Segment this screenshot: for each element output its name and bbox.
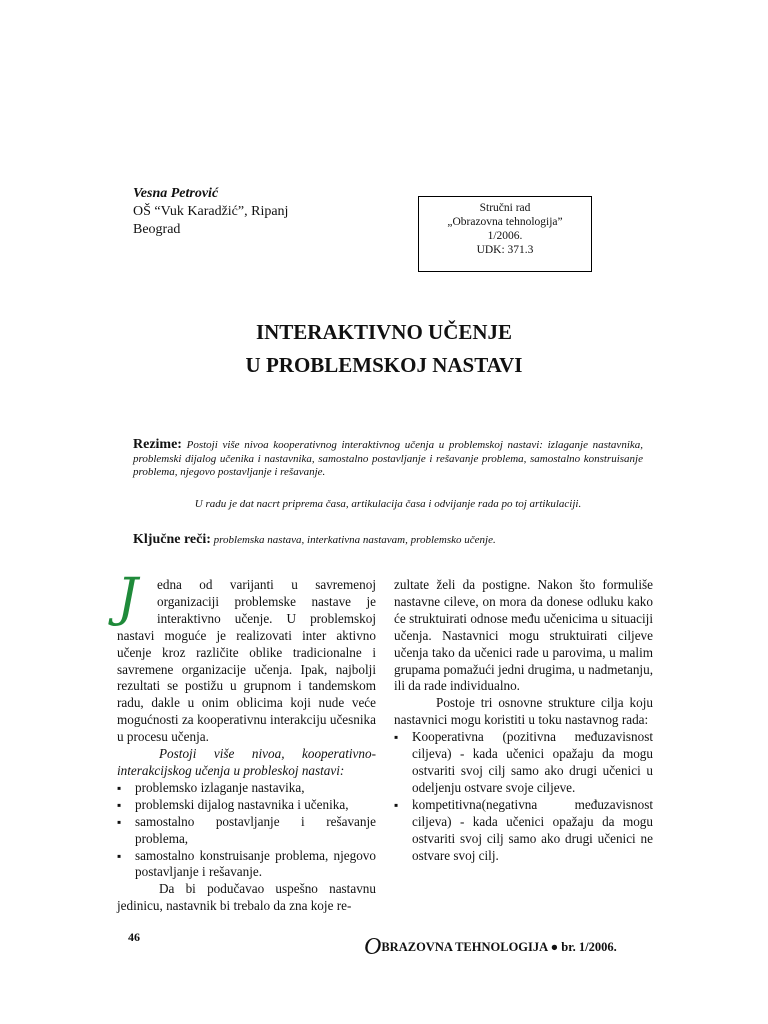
article-title <box>0 316 768 382</box>
paragraph: edna od varijanti u savremenoj organizaciji problemske nastave je interaktivno učenje. U problemskoj nastavi moguće je realizovati inter aktivno učenje kroz različite oblike tradicionalne i savremene organizacije učenja. Ipak, najbolji rezultati se postižu u grupnom i tandemskom radu, dakle u onim oblicima koji nude veće mogućnosti za kooperativnu interakciju učesnika u procesu učenja. <box>117 577 376 745</box>
abstract-note: U radu je dat nacrt priprema časa, artikulacija časa i odvijanje rada po toj artikulaciji. <box>194 498 582 510</box>
journal-title: BRAZOVNA TEHNOLOGIJA <box>381 940 548 954</box>
paragraph: zultate želi da postigne. Nakon što formuliše nastavne cileve, on mora da donese odluku kako će struktuirati odnose među učenicima u situaciji učenja. Nastavnici mogu struktuirati ciljeve učenja tako da učenici rade u parovima, u malim grupama pomažući jedni drugima, u nadmetanju, ili da rade individualno. <box>394 577 653 694</box>
author-city: Beograd <box>133 222 181 237</box>
structures-list <box>394 729 653 864</box>
drop-cap: J <box>117 568 138 628</box>
udk-code: UDK: 371.3 <box>476 244 534 256</box>
journal-initial: O <box>364 934 382 960</box>
keywords-text: problemska nastava, interkativna nastavam, problemsko učenje. <box>213 534 496 546</box>
title-line-2: U PROBLEMSKOJ NASTAVI <box>245 353 523 377</box>
paragraph: Postoji više nivoa, kooperativno-interakcijskog učenja u probleskoj nastavi: <box>117 746 376 778</box>
author-name: Vesna Petrović <box>133 186 219 201</box>
body-column-left <box>117 568 376 915</box>
list-item: ▪ samostalno konstruisanje problema, njegovo postavljanje i rešavanje. <box>117 848 376 882</box>
author-school: OŠ “Vuk Karadžić”, Ripanj <box>133 204 289 219</box>
article-info-box <box>418 196 592 272</box>
title-line-1: INTERAKTIVNO UČENJE <box>255 320 513 344</box>
paragraph: Postoje tri osnovne strukture cilja koju nastavnici mogu koristiti u toku nastavnog rada: <box>394 695 653 728</box>
journal-footer <box>364 934 617 961</box>
keywords-label: Ključne reči: <box>133 532 211 547</box>
body-column-right <box>394 577 653 864</box>
article-type: Stručni rad <box>479 202 531 214</box>
author-block <box>133 185 288 239</box>
abstract-text: Postoji više nivoa kooperativnog interaktivnog učenja u problemskoj nastavi: izlaganje nastavnika, problemski dijalog učenika i nastavnika, samostalno postavljanje i rešavanje problema, samostalno konstruisanje problema, njegovo postavljanje i rešavanje. <box>133 439 644 478</box>
journal-issue: 1/2006. <box>487 230 523 242</box>
abstract-label: Rezime: <box>133 437 182 452</box>
list-item: ▪ Kooperativna (pozitivna međuzavisnost ciljeva) - kada učenici opažaju da mogu ostvariti svoj cilj samo ako drugi učenici u odeljenju ostvare svoje ciljeve. <box>394 729 653 797</box>
keywords <box>133 532 496 548</box>
page-number: 46 <box>128 930 140 944</box>
list-item: ▪ samostalno postavljanje i rešavanje problema, <box>117 814 376 848</box>
levels-list <box>117 780 376 881</box>
list-item: ▪ kompetitivna(negativna međuzavisnost ciljeva) - kada učenici opažaju da mogu ostvariti svoj cilj samo ako drugi učenici ne ostvare svoj cilj. <box>394 797 653 865</box>
list-item: ▪ problemsko izlaganje nastavika, <box>117 780 376 797</box>
journal-issue-footer: ● br. 1/2006. <box>550 940 617 954</box>
journal-name: „Obrazovna tehnologija” <box>447 216 563 228</box>
abstract <box>133 438 643 480</box>
list-item: ▪ problemski dijalog nastavnika i učenika, <box>117 797 376 814</box>
paragraph: Da bi podučavao uspešno nastavnu jedinicu, nastavnik bi trebalo da zna koje re- <box>117 881 376 914</box>
